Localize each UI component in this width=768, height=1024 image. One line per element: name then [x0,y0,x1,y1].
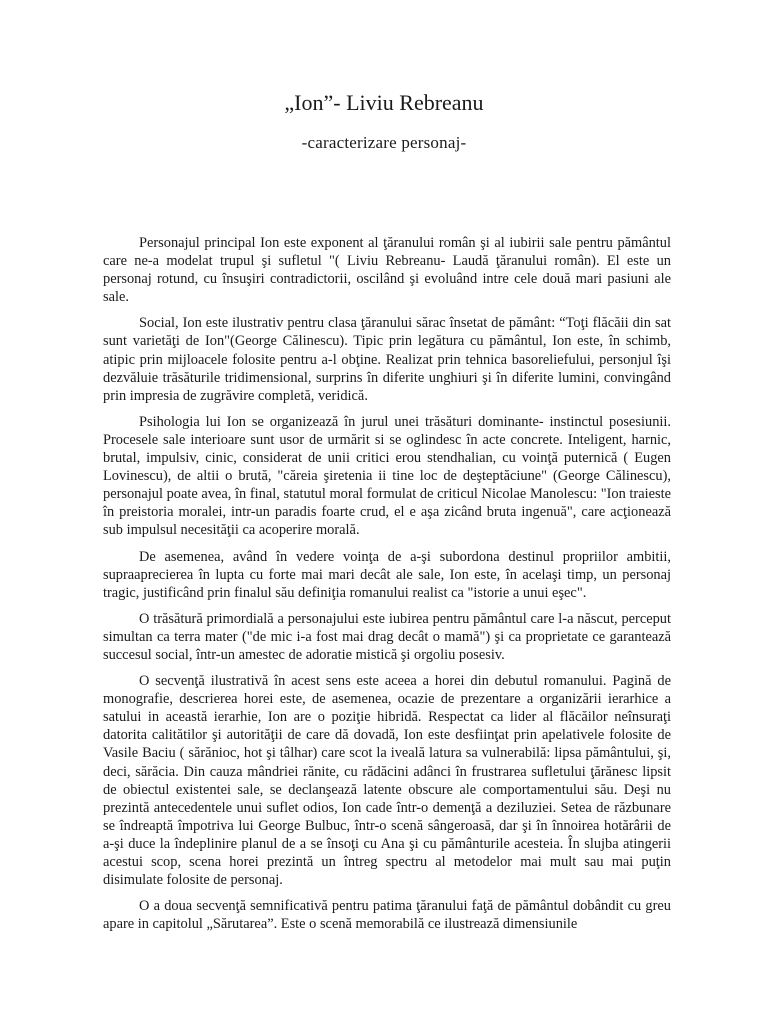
paragraph-3: Psihologia lui Ion se organizează în jurul unei trăsături dominante- instinctul posesiunii. Procesele sale interioare sunt usor de urmărit si se oglindesc în acte concrete. Inteligent, harnic, brutal, impulsiv, cinic, considerat de unii critici erou stendhalian, cu voinţă puternică ( Eugen Lovinescu), de altii o brută, "căreia şiretenia ii tine loc de deşteptăciune" (George Călinescu), personajul poate avea, în final, statutul moral formulat de criticul Nicolae Manolescu: "Ion traieste în preistoria moralei, intr-un paradis foarte crud, el e aşa zicând bruta ingenuă", care acţionează sub impulsul necesităţii ca acoperire morală. [103,413,671,539]
paragraph-5: O trăsătură primordială a personajului este iubirea pentru pământul care l-a născut, perceput simultan ca terra mater ("de mic i-a fost mai drag decât o mamă") şi ca proprietate ce garantează succesul social, într-un amestec de adoratie mistică şi orgoliu posesiv. [103,610,671,663]
page-title: „Ion”- Liviu Rebreanu [284,90,484,115]
paragraph-2: Social, Ion este ilustrativ pentru clasa ţăranului sărac însetat de pământ: “Toţi flăcăii din sat sunt varietăţi de Ion"(George Călinescu). Tipic prin legătura cu pământul, Ion este, în schimb, atipic prin mijloacele folosite pentru a-l obţine. Realizat prin tehnica basoreliefului, personjul îşi dezvăluie trăsăturile tridimensional, surprins în diferite unghiuri şi în diferite lumini, convingând prin impresia de zugrăvire completă, veridică. [103,315,671,404]
paragraph-4: De asemenea, având în vedere voinţa de a-şi subordona destinul propriilor ambitii, supraaprecierea în lupta cu forte mai mari decât ale sale, Ion este, în acelaşi timp, un personaj tragic, justificând prin finalul său definiţia romanului realist ca "istorie a unui eşec". [103,548,671,601]
page-subtitle: -caracterizare personaj- [301,133,467,152]
paragraph-7: O a doua secvenţă semnificativă pentru patima ţăranului faţă de pământul dobândit cu greu apare in capitolul „Sărutarea”. Este o scenă memorabilă ce ilustrează dimensiunile [103,898,671,933]
paragraph-6: O secvenţă ilustrativă în acest sens este aceea a horei din debutul romanului. Pagină de monografie, descrierea horei este, de asemenea, ocazie de prezentare a organizării ierarhice a satului in această ierarhie, Ion are o poziţie hibridă. Respectat ca lider al flăcăilor neînsuraţi datorita calitătilor şi autorităţii de care dă dovadă, Ion este desfiinţat prin apelativele folosite de Vasile Baciu ( sărănioc, hot şi tâlhar) care scot la iveală latura sa vulnerabilă: lipsa pământului, şi, deci, sărăcia. Din cauza mândriei rănite, cu rădăcini adânci în frustrarea sufletului ţărănesc lipsit de obiectul existentei sale, se declanşează latente obscure ale comportamentului său. Deşi nu prezintă antecedentele unui suflet odios, Ion cade într-o demenţă a deziluziei. Setea de răzbunare se îndreaptă împotriva lui George Bulbuc, într-o scenă sângeroasă, dar şi în înnoirea hotărârii de a-şi duce la îndeplinire planul de a se însoţi cu Ana şi cu pământurile acesteia. În slujba atingerii acestui scop, scena horei prezintă un întreg spectru al metodelor mai mult sau mai puţin disimulate folosite de personaj. [103,673,671,889]
paragraph-1: Personajul principal Ion este exponent al ţăranului român şi al iubirii sale pentru pământul care ne-a modelat trupul şi sufletul "( Liviu Rebreanu- Laudă ţăranului român). El este un personaj rotund, cu însuşiri contradictorii, oscilând şi evoluând intre cele două mari pasiuni ale sale. [103,235,671,306]
document-body [103,234,671,941]
